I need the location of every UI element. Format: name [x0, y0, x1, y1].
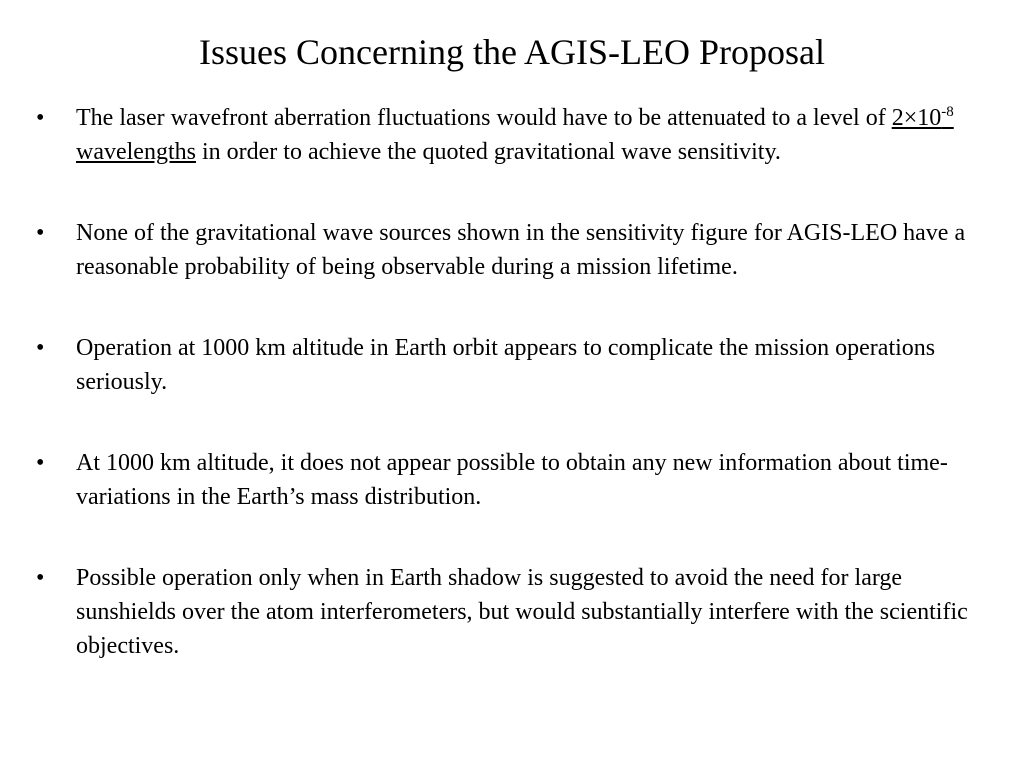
bullet-icon: • — [36, 335, 45, 361]
bullet-text: Operation at 1000 km altitude in Earth orbit appears to complicate the mission operations seriously. — [76, 335, 936, 395]
bullet-icon: • — [36, 105, 45, 131]
bullet-item-wavefront — [36, 101, 986, 169]
bullet-icon: • — [36, 450, 45, 476]
bullet-item-operation — [36, 331, 986, 399]
bullet-list — [36, 101, 986, 663]
underlined-value: $2\times 10^{-8}$ wavelengths — [76, 104, 954, 165]
bullet-icon: • — [36, 220, 45, 246]
bullet-text: None of the gravitational wave sources shown in the sensitivity figure for AGIS-LEO have a reasonable probability of being observable during a mission lifetime. — [76, 220, 966, 280]
bullet-text: At 1000 km altitude, it does not appear possible to obtain any new information about time-variations in the Earth’s mass distribution. — [76, 450, 948, 510]
slide-title: Issues Concerning the AGIS-LEO Proposal — [199, 32, 825, 72]
bullet-text: Possible operation only when in Earth shadow is suggested to avoid the need for large sunshields over the atom interferometers, but would substantially interfere with the scientific objectives. — [76, 565, 968, 659]
bullet-icon: • — [36, 565, 45, 591]
bullet-item-altitude — [36, 446, 986, 514]
bullet-text: The laser wavefront aberration fluctuations would have to be attenuated to a level of $2\times 10^{-8}$ wavelengths in order to achieve the quoted gravitational wave sensitivity. — [76, 104, 954, 165]
bullet-item-sources — [36, 216, 986, 284]
bullet-item-shadow — [36, 561, 986, 663]
